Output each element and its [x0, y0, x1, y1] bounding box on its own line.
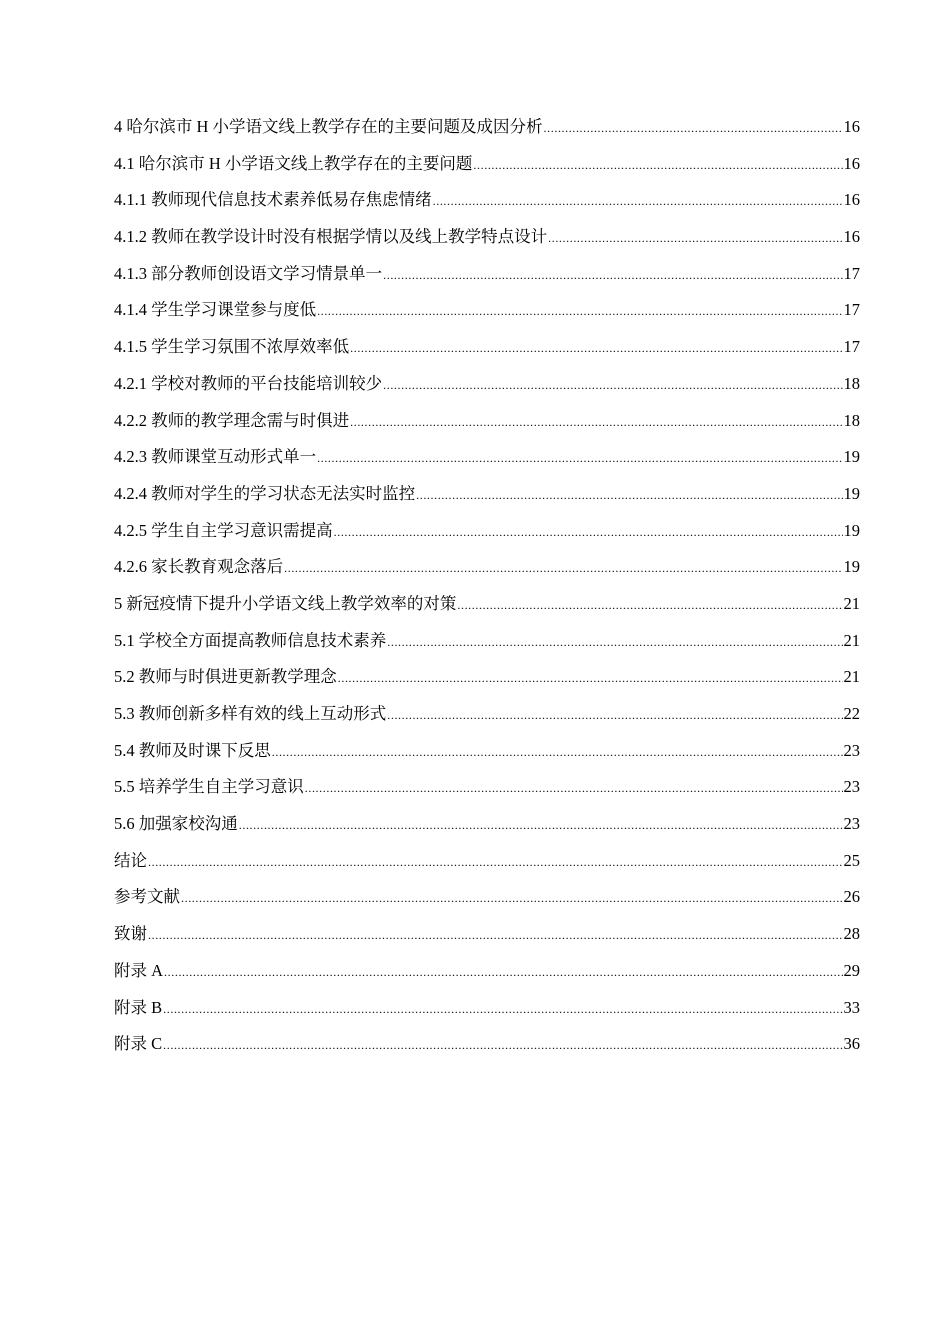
- toc-entry[interactable]: [114, 993, 860, 1030]
- toc-entry-title: 4.1.5 学生学习氛围不浓厚效率低: [114, 337, 350, 357]
- toc-entry-page: 16: [843, 117, 860, 136]
- toc-entry-title: 4.1.4 学生学习课堂参与度低: [114, 300, 317, 320]
- toc-entry-page: 22: [843, 704, 860, 723]
- toc-dot-leader: [350, 333, 842, 363]
- toc-entry-title: 5.5 培养学生自主学习意识: [114, 777, 304, 797]
- toc-entry-title: 4.2.3 教师课堂互动形式单一: [114, 447, 317, 467]
- toc-entry-title: 4.2.4 教师对学生的学习状态无法实时监控: [114, 483, 416, 503]
- toc-entry-title: 结论: [114, 850, 147, 870]
- toc-entry-page: 21: [843, 630, 860, 650]
- toc-entry[interactable]: [114, 406, 860, 443]
- toc-dot-leader: [334, 517, 843, 547]
- toc-entry[interactable]: [114, 1029, 860, 1066]
- toc-dot-leader: [473, 150, 842, 180]
- toc-dot-leader: [383, 370, 842, 400]
- toc-entry-title: 致谢: [114, 924, 147, 944]
- toc-dot-leader: [387, 700, 842, 730]
- toc-entry[interactable]: [114, 259, 860, 296]
- toc-entry-title: 4.1 哈尔滨市 H 小学语文线上教学存在的主要问题: [114, 153, 473, 173]
- table-of-contents: [114, 112, 860, 1066]
- toc-entry-title: 4 哈尔滨市 H 小学语文线上教学存在的主要问题及成因分析: [114, 117, 543, 136]
- toc-dot-leader: [548, 223, 842, 253]
- toc-entry[interactable]: [114, 442, 860, 479]
- toc-entry-page: 21: [843, 667, 860, 687]
- toc-dot-leader: [350, 407, 842, 437]
- toc-entry[interactable]: [114, 772, 860, 809]
- toc-entry-title: 附录 C: [114, 1034, 163, 1054]
- toc-dot-leader: [317, 296, 842, 326]
- toc-dot-leader: [272, 737, 843, 767]
- toc-entry-page: 19: [843, 557, 860, 577]
- toc-entry[interactable]: [114, 295, 860, 332]
- toc-entry-title: 5 新冠疫情下提升小学语文线上教学效率的对策: [114, 593, 457, 613]
- toc-entry-page: 18: [843, 410, 860, 430]
- toc-entry[interactable]: [114, 185, 860, 222]
- toc-dot-leader: [148, 920, 843, 950]
- toc-dot-leader: [317, 443, 842, 473]
- toc-entry-page: 19: [843, 447, 860, 467]
- toc-dot-leader: [239, 810, 843, 840]
- toc-entry-page: 18: [843, 373, 860, 393]
- toc-entry[interactable]: [114, 809, 860, 846]
- toc-entry-page: 19: [843, 483, 860, 503]
- toc-entry-page: 36: [843, 1034, 860, 1054]
- toc-entry[interactable]: [114, 846, 860, 883]
- toc-entry-page: 23: [843, 814, 860, 834]
- toc-entry[interactable]: [114, 736, 860, 773]
- toc-dot-leader: [181, 883, 843, 913]
- toc-dot-leader: [148, 847, 843, 877]
- toc-entry-title: 4.1.1 教师现代信息技术素养低易存焦虑情绪: [114, 190, 432, 210]
- toc-entry-page: 21: [843, 593, 860, 613]
- toc-entry-page: 17: [843, 300, 860, 320]
- toc-entry-title: 4.1.3 部分教师创设语文学习情景单一: [114, 263, 383, 283]
- toc-entry[interactable]: [114, 956, 860, 993]
- toc-entry-title: 附录 A: [114, 960, 164, 980]
- toc-entry-page: 17: [843, 263, 860, 283]
- toc-dot-leader: [164, 957, 842, 987]
- toc-entry-title: 4.1.2 教师在教学设计时没有根据学情以及线上教学特点设计: [114, 227, 548, 247]
- toc-entry[interactable]: [114, 882, 860, 919]
- toc-dot-leader: [163, 1030, 842, 1060]
- toc-entry-page: 16: [843, 227, 860, 247]
- toc-entry[interactable]: [114, 369, 860, 406]
- toc-entry-page: 17: [843, 337, 860, 357]
- toc-entry[interactable]: [114, 332, 860, 369]
- toc-dot-leader: [383, 260, 842, 290]
- toc-dot-leader: [284, 553, 842, 583]
- toc-entry-title: 4.2.2 教师的教学理念需与时俱进: [114, 410, 350, 430]
- toc-entry-title: 4.2.1 学校对教师的平台技能培训较少: [114, 373, 383, 393]
- toc-entry[interactable]: [114, 919, 860, 956]
- toc-entry[interactable]: [114, 149, 860, 186]
- toc-entry[interactable]: [114, 662, 860, 699]
- toc-entry-page: 16: [843, 190, 860, 210]
- toc-entry-title: 4.2.6 家长教育观念落后: [114, 557, 284, 577]
- toc-entry[interactable]: [114, 112, 860, 149]
- toc-entry[interactable]: [114, 552, 860, 589]
- toc-dot-leader: [544, 113, 843, 143]
- toc-dot-leader: [163, 994, 842, 1024]
- toc-entry-page: 29: [843, 960, 860, 980]
- toc-entry-page: 25: [843, 850, 860, 870]
- toc-entry-title: 5.6 加强家校沟通: [114, 814, 238, 834]
- toc-entry-title: 5.4 教师及时课下反思: [114, 740, 271, 760]
- toc-entry[interactable]: [114, 626, 860, 663]
- toc-entry-page: 28: [843, 924, 860, 944]
- toc-entry-title: 4.2.5 学生自主学习意识需提高: [114, 520, 333, 540]
- toc-entry-title: 附录 B: [114, 997, 163, 1017]
- toc-entry-page: 16: [843, 153, 860, 173]
- toc-entry-title: 参考文献: [114, 887, 180, 907]
- toc-entry[interactable]: [114, 516, 860, 553]
- toc-entry-title: 5.3 教师创新多样有效的线上互动形式: [114, 704, 387, 723]
- toc-dot-leader: [433, 186, 843, 216]
- toc-dot-leader: [416, 480, 842, 510]
- toc-entry[interactable]: [114, 222, 860, 259]
- toc-dot-leader: [457, 590, 842, 620]
- toc-entry-page: 23: [843, 740, 860, 760]
- toc-entry-page: 33: [843, 997, 860, 1017]
- toc-dot-leader: [338, 663, 843, 693]
- toc-entry[interactable]: [114, 589, 860, 626]
- toc-dot-leader: [387, 627, 842, 657]
- toc-entry-page: 19: [843, 520, 860, 540]
- toc-entry-page: 23: [843, 777, 860, 797]
- toc-entry-page: 26: [843, 887, 860, 907]
- toc-entry-title: 5.1 学校全方面提高教师信息技术素养: [114, 630, 387, 650]
- toc-entry[interactable]: [114, 479, 860, 516]
- toc-entry-title: 5.2 教师与时俱进更新教学理念: [114, 667, 337, 687]
- toc-entry[interactable]: [114, 699, 860, 736]
- toc-dot-leader: [305, 773, 843, 803]
